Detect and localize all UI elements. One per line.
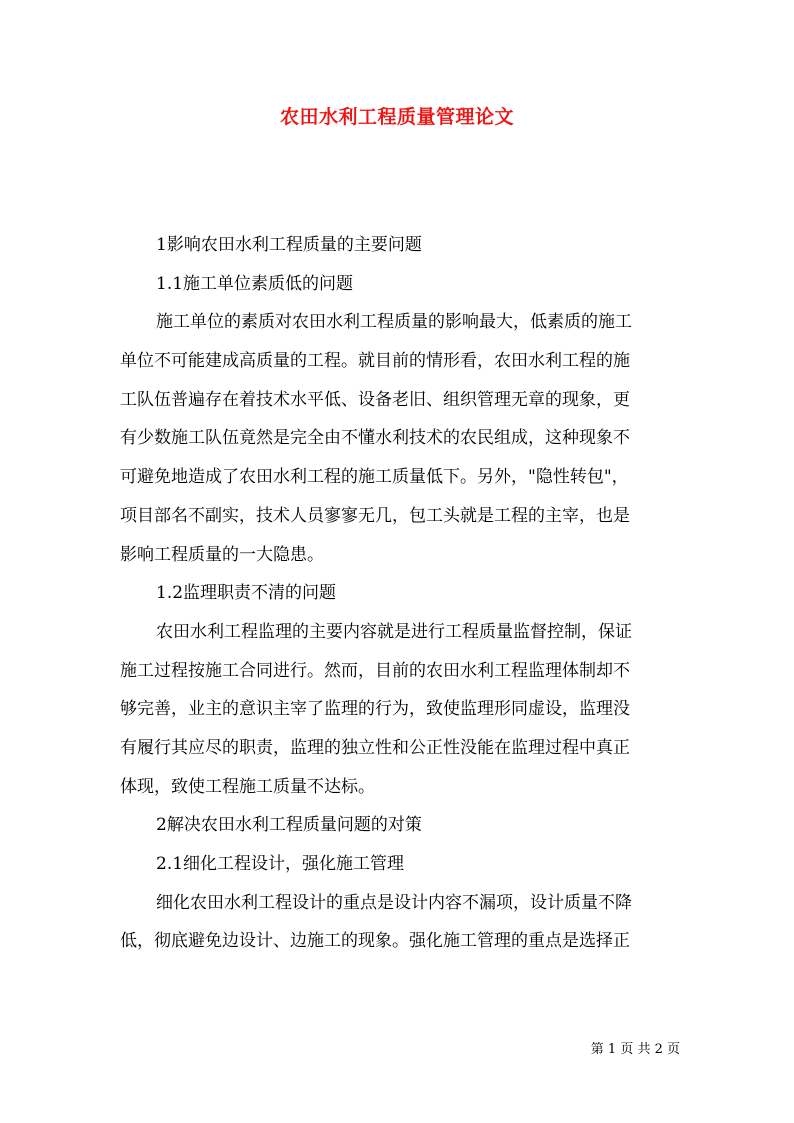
paragraph-line: 体现，致使工程施工质量不达标。 [120, 776, 375, 797]
paragraph-line: 施工过程按施工合同进行。然而，目前的农田水利工程监理体制却不 [120, 660, 630, 681]
paragraph-line: 工队伍普遍存在着技术水平低、设备老旧、组织管理无章的现象，更 [120, 389, 630, 410]
paragraph-line: 影响工程质量的一大隐患。 [120, 544, 324, 565]
document-title: 农田水利工程质量管理论文 [279, 106, 514, 128]
paragraph-line: 项目部名不副实，技术人员寥寥无几，包工头就是工程的主宰，也是 [120, 505, 630, 526]
paragraph-line: 低，彻底避免边设计、边施工的现象。强化施工管理的重点是选择正 [120, 931, 630, 952]
paragraph-line: 细化农田水利工程设计的重点是设计内容不漏项，设计质量不降 [156, 892, 632, 913]
paragraph-line: 有履行其应尽的职责，监理的独立性和公正性没能在监理过程中真正 [120, 737, 630, 758]
paragraph-line: 有少数施工队伍竟然是完全由不懂水利技术的农民组成，这种现象不 [120, 428, 630, 449]
subsection-heading: 2.1细化工程设计，强化施工管理 [156, 854, 405, 874]
paragraph-line: 单位不可能建成高质量的工程。就目前的情形看，农田水利工程的施 [120, 351, 630, 372]
paragraph-line: 农田水利工程监理的主要内容就是进行工程质量监督控制，保证 [156, 621, 632, 642]
subsection-heading: 1.2监理职责不清的问题 [156, 583, 337, 604]
section-heading: 2解决农田水利工程质量问题的对策 [156, 815, 422, 836]
page-number: 第 1 页 共 2 页 [590, 1042, 680, 1057]
paragraph-line: 施工单位的素质对农田水利工程质量的影响最大，低素质的施工 [156, 312, 632, 333]
document-body [120, 226, 676, 961]
section-heading: 1影响农田水利工程质量的主要问题 [156, 235, 422, 255]
paragraph-line: 够完善，业主的意识主宰了监理的行为，致使监理形同虚设，监理没 [120, 699, 630, 720]
paragraph-line: 可避免地造成了农田水利工程的施工质量低下。另外，"隐性转包"， [120, 467, 629, 488]
subsection-heading: 1.1施工单位素质低的问题 [156, 273, 354, 294]
